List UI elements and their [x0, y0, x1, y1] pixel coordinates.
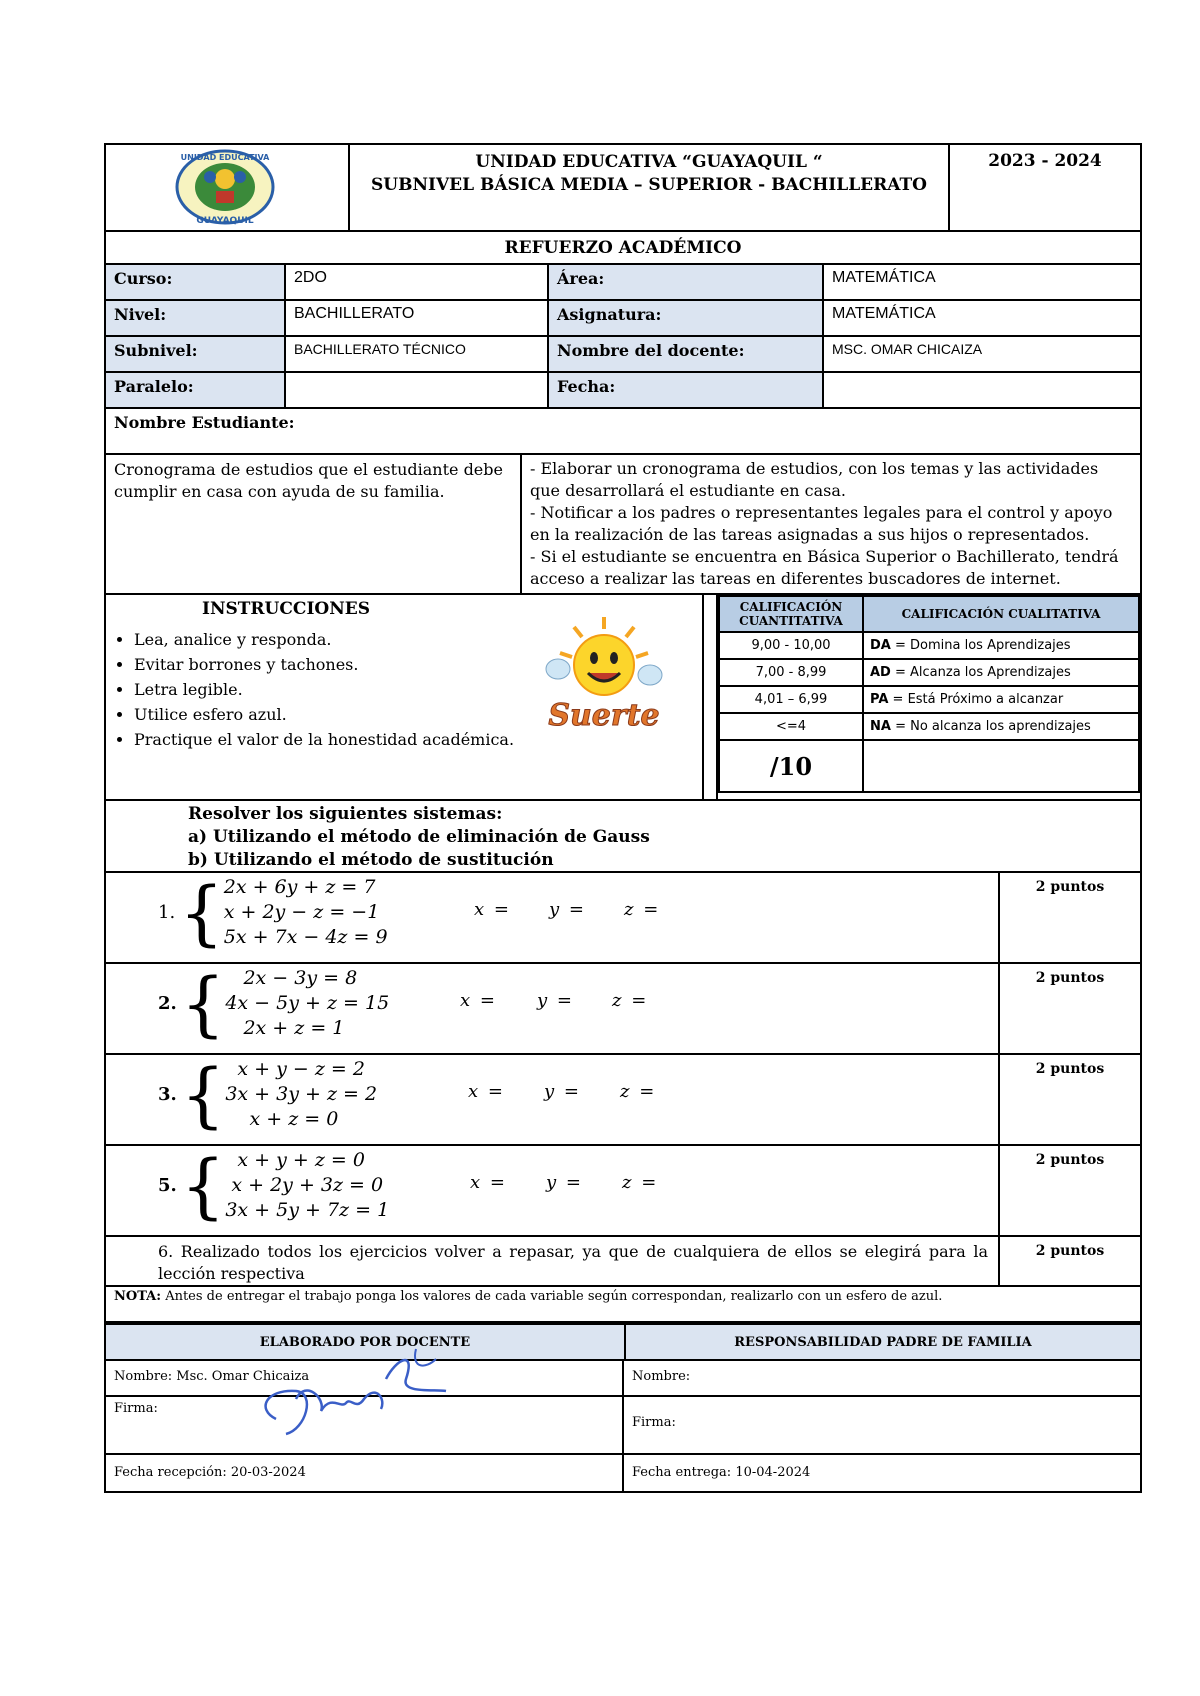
- nivel-value[interactable]: BACHILLERATO: [286, 301, 549, 335]
- right-firma[interactable]: Firma:: [632, 1415, 676, 1430]
- left-title: ELABORADO POR DOCENTE: [106, 1325, 626, 1359]
- exercise-points: 2 puntos: [1035, 1061, 1105, 1077]
- area-label: Área:: [549, 265, 824, 299]
- grading-cell: [718, 595, 1140, 799]
- equation: 4x − 5y + z = 15: [225, 992, 390, 1014]
- exercise-row: [104, 1146, 1142, 1237]
- method-a: a) Utilizando el método de eliminación de Gauss: [188, 827, 650, 847]
- subnivel-title: SUBNIVEL BÁSICA MEDIA – SUPERIOR - BACHILLERATO: [371, 175, 927, 195]
- exercise-6-points: 2 puntos: [1035, 1243, 1105, 1259]
- equation-lines: [225, 966, 389, 1041]
- grade-desc: AD = Alcanza los Aprendizajes: [863, 659, 1139, 686]
- curso-label: Curso:: [106, 265, 286, 299]
- fecha-row: [106, 1455, 1140, 1491]
- right-fecha: Fecha entrega: 10-04-2024: [632, 1465, 811, 1480]
- equation-system: [158, 962, 390, 1045]
- exercise-system: [106, 964, 1000, 1053]
- grade-total: /10: [719, 740, 863, 792]
- equation-system: [158, 1144, 390, 1227]
- suerte-text: Suerte: [548, 698, 660, 733]
- cronograma-item-2: - Notificar a los padres o representantes legales para el control y apoyo en la realización de las tareas asignadas a sus hijos o representados.: [530, 503, 1113, 544]
- equation: 3x + 5y + 7z = 1: [225, 1199, 390, 1221]
- equation: x + y − z = 2: [225, 1058, 365, 1080]
- asignatura-label: Asignatura:: [549, 301, 824, 335]
- grading-header-quant: CALIFICACIÓN CUANTITATIVA: [719, 596, 863, 632]
- equation: x + y + z = 0: [225, 1149, 365, 1171]
- equation-lines: [225, 1057, 377, 1132]
- paralelo-value[interactable]: [286, 373, 549, 407]
- right-name[interactable]: Nombre:: [632, 1369, 691, 1384]
- cronograma-left: Cronograma de estudios que el estudiante debe cumplir en casa con ayuda de su familia.: [106, 455, 522, 593]
- school-year: 2023 - 2024: [988, 151, 1102, 171]
- equation: x + 2y + 3z = 0: [225, 1174, 384, 1196]
- answer-z[interactable]: z =: [624, 899, 659, 920]
- info-row-subnivel: [104, 337, 1142, 373]
- fecha-label: Fecha:: [549, 373, 824, 407]
- grade-total-qual[interactable]: [863, 740, 1139, 792]
- logo-top-text: UNIDAD EDUCATIVA: [180, 153, 270, 162]
- brace-icon: {: [180, 1053, 226, 1136]
- instruction-item: • Letra legible.: [134, 677, 702, 702]
- area-value[interactable]: MATEMÁTICA: [832, 269, 936, 286]
- instruction-item: • Practique el valor de la honestidad académica.: [134, 727, 702, 752]
- docente-label: Nombre del docente:: [549, 337, 824, 371]
- equation-lines: [224, 875, 388, 950]
- exercise-points: 2 puntos: [1035, 1152, 1105, 1168]
- asignatura-value[interactable]: MATEMÁTICA: [832, 305, 936, 322]
- nota-label: NOTA:: [114, 1289, 162, 1304]
- answer-y[interactable]: y =: [544, 1081, 579, 1102]
- equation: 2x + 6y + z = 7: [223, 876, 376, 898]
- estudiante-label: Nombre Estudiante:: [114, 413, 295, 432]
- equation: 2x + z = 1: [225, 1017, 345, 1039]
- document-page: [104, 143, 1142, 1493]
- method-b: b) Utilizando el método de sustitución: [188, 850, 554, 870]
- exercise-number: 5.: [158, 1175, 177, 1196]
- answer-y[interactable]: y =: [546, 1172, 581, 1193]
- equation: x + 2y − z = −1: [223, 901, 380, 923]
- grade-desc: NA = No alcanza los aprendizajes: [863, 713, 1139, 740]
- cronograma-right: [522, 455, 1140, 593]
- left-firma: Firma:: [106, 1397, 624, 1453]
- exercise-number: 3.: [158, 1084, 177, 1105]
- grade-range: 9,00 - 10,00: [719, 632, 863, 659]
- info-row-estudiante: [104, 409, 1142, 455]
- subnivel-value[interactable]: BACHILLERATO TÉCNICO: [286, 337, 549, 371]
- info-row-paralelo: [104, 373, 1142, 409]
- brace-icon: {: [180, 962, 226, 1045]
- exercise-number: 1.: [158, 902, 176, 923]
- equation: 5x + 7x − 4z = 9: [223, 926, 388, 948]
- exercise-6: [104, 1237, 1142, 1287]
- grade-range: <=4: [719, 713, 863, 740]
- grade-desc: DA = Domina los Aprendizajes: [863, 632, 1139, 659]
- exercise-header: [104, 801, 1142, 873]
- cronograma-item-1: - Elaborar un cronograma de estudios, con los temas y las actividades que desarrollará el estudiante en casa.: [530, 459, 1099, 500]
- firma-row: [106, 1397, 1140, 1455]
- exercise-system: [106, 1055, 1000, 1144]
- answer-x[interactable]: x =: [460, 990, 495, 1011]
- answer-y[interactable]: y =: [537, 990, 572, 1011]
- brace-icon: {: [179, 871, 224, 954]
- fecha-value[interactable]: [824, 373, 1140, 407]
- school-logo-icon: [170, 147, 280, 229]
- info-row-nivel: [104, 301, 1142, 337]
- subnivel-label: Subnivel:: [106, 337, 286, 371]
- instructions-title: INSTRUCCIONES: [202, 599, 370, 619]
- instruction-item: • Lea, analice y responda.: [134, 627, 702, 652]
- answer-y[interactable]: y =: [549, 899, 584, 920]
- nota-text: Antes de entregar el trabajo ponga los valores de cada variable según correspondan, realizarlo con un esfero de azul.: [161, 1289, 943, 1304]
- exercise-row: [104, 873, 1142, 964]
- exercise-number: 2.: [158, 993, 177, 1014]
- right-title: RESPONSABILIDAD PADRE DE FAMILIA: [734, 1334, 1032, 1350]
- paralelo-label: Paralelo:: [106, 373, 286, 407]
- left-fecha: Fecha recepción: 20-03-2024: [106, 1455, 624, 1491]
- left-name: Nombre: Msc. Omar Chicaiza: [106, 1361, 624, 1395]
- instruction-item: • Utilice esfero azul.: [134, 702, 702, 727]
- grade-desc: PA = Está Próximo a alcanzar: [863, 686, 1139, 713]
- equation: 3x + 3y + z = 2: [225, 1083, 378, 1105]
- answer-z[interactable]: z =: [620, 1081, 655, 1102]
- exercise-row: [104, 964, 1142, 1055]
- cronograma-item-3: - Si el estudiante se encuentra en Básica Superior o Bachillerato, tendrá acceso a realizar las tareas en diferentes buscadores de internet.: [530, 547, 1119, 588]
- smiley-sun-icon: [534, 613, 674, 743]
- answer-z[interactable]: z =: [622, 1172, 657, 1193]
- school-name: UNIDAD EDUCATIVA “GUAYAQUIL “: [475, 152, 823, 172]
- logo-bottom-text: GUAYAQUIL: [196, 216, 254, 226]
- exercise-system: [106, 873, 1000, 962]
- equation: 2x − 3y = 8: [225, 967, 358, 989]
- brace-icon: {: [180, 1144, 226, 1227]
- equation-system: [158, 1053, 378, 1136]
- instructions-cell: [106, 595, 704, 799]
- docente-value[interactable]: MSC. OMAR CHICAIZA: [832, 341, 983, 357]
- exercise-points: 2 puntos: [1035, 970, 1105, 986]
- document-title: REFUERZO ACADÉMICO: [104, 232, 1142, 265]
- exercise-system: [106, 1146, 1000, 1235]
- signature-table: [104, 1323, 1142, 1493]
- equation-lines: [225, 1148, 389, 1223]
- grade-range: 7,00 - 8,99: [719, 659, 863, 686]
- grading-header-qual: CALIFICACIÓN CUALITATIVA: [863, 596, 1139, 632]
- nivel-label: Nivel:: [106, 301, 286, 335]
- cronograma-row: [104, 455, 1142, 595]
- grade-range: 4,01 – 6,99: [719, 686, 863, 713]
- curso-value[interactable]: 2DO: [286, 265, 549, 299]
- header: [104, 143, 1142, 232]
- equation-system: [158, 871, 388, 954]
- info-row-curso: [104, 265, 1142, 301]
- exercise-points: 2 puntos: [1035, 879, 1105, 895]
- exercise-6-text: 6. Realizado todos los ejercicios volver a repasar, ya que de cualquiera de ellos se elegirá para la lección respectiva: [106, 1237, 1000, 1285]
- teacher-signature-icon: [236, 1339, 456, 1439]
- grading-table: [718, 595, 1140, 793]
- exercise-row: [104, 1055, 1142, 1146]
- answer-z[interactable]: z =: [612, 990, 647, 1011]
- logo-cell: [106, 145, 350, 230]
- instruction-item: • Evitar borrones y tachones.: [134, 652, 702, 677]
- answer-x[interactable]: x =: [474, 899, 509, 920]
- exercise-instruction: Resolver los siguientes sistemas:: [188, 804, 503, 824]
- equation: x + z = 0: [225, 1108, 339, 1130]
- nota-row: [104, 1287, 1142, 1323]
- header-titles: [350, 145, 950, 230]
- answer-x[interactable]: x =: [468, 1081, 503, 1102]
- spacer: [704, 595, 718, 799]
- answer-x[interactable]: x =: [470, 1172, 505, 1193]
- instructions-row: [104, 595, 1142, 801]
